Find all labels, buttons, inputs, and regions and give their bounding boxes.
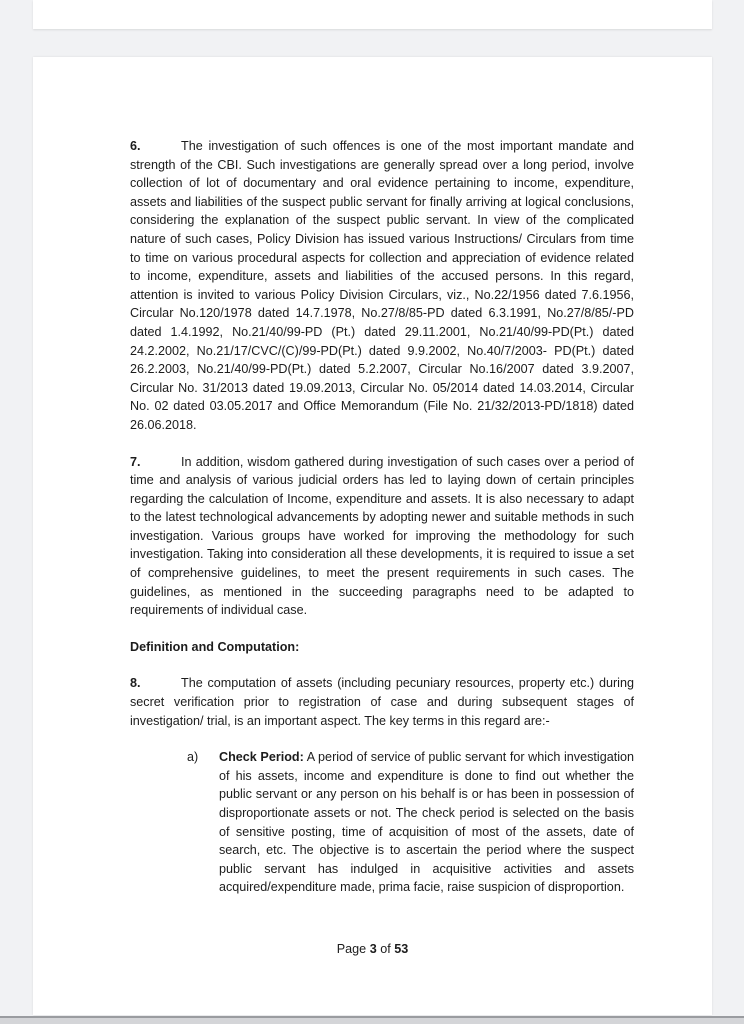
paragraph-text: In addition, wisdom gathered during investigation of such cases over a period of time and analysis of various judicial orders has led to laying down of certain principles regarding the calculation of Income, expenditure and assets. It is also necessary to adapt to the latest technological advancements by adopting newer and suitable methods in such investigation. Various groups have worked for improving the methodology for such investigation. Taking into consideration all these developments, it is required to issue a set of comprehensive guidelines, to meet the present requirements in such cases. The guidelines, as mentioned in the succeeding paragraphs need to be adapted to requirements of individual case. <box>130 454 634 618</box>
paragraph-text: The investigation of such offences is one of the most important mandate and strength of the CBI. Such investigations are generally spread over a long period, involve collection of lot of documentary and oral evidence pertaining to income, expenditure, assets and liabilities of the suspect public servant for finally arriving at logical conclusions, considering the explanation of the suspect public servant. In view of the complicated nature of such cases, Policy Division has issued various Instructions/ Circulars from time to time on various procedural aspects for collection and appreciation of evidence related to income, expenditure, assets and liabilities of the accused persons. In this regard, attention is invited to various Policy Division Circulars, viz., No.22/1956 dated 7.6.1956, Circular No.120/1978 dated 14.7.1978, No.27/8/85-PD dated 6.3.1991, No.27/8/85/-PD dated 1.4.1992, No.21/40/99-PD (Pt.) dated 29.11.2001, No.21/40/99-PD(Pt.) dated 24.2.2002, No.21/17/CVC/(C)/99-PD(Pt.) dated 9.9.2002, No.40/7/2003- PD(Pt.) dated 26.2.2003, No.21/40/99-PD(Pt.) dated 5.2.2007, Circular No.16/2007 dated 3.9.2007, Circular No. 31/2013 dated 19.09.2013, Circular No. 05/2014 dated 14.03.2014, Circular No. 02 dated 03.05.2017 and Office Memorandum (File No. 21/32/2013-PD/1818) dated 26.06.2018. <box>130 139 634 432</box>
paragraph-number: 6. <box>130 139 141 153</box>
sub-item-label: a) <box>187 750 199 765</box>
page-divider <box>0 1016 744 1018</box>
paragraph-7 <box>130 453 634 620</box>
paragraph-number: 7. <box>130 454 141 469</box>
sub-item-check-period <box>130 748 634 897</box>
paragraph-number: 8. <box>130 676 141 691</box>
page-footer <box>33 942 712 956</box>
page-label: Page <box>336 942 370 956</box>
paragraph-8 <box>130 674 634 730</box>
term-definition: A period of service of public servant for which investigation of his assets, income and expenditure is done to find out whether the public servant or any person on his behalf is or has been in possession of disproportionate assets or not. The check period is selected on the basis of sensitive posting, time of acquisition of most of the assets, date of search, etc. The objective is to ascertain the period where the suspect public servant has indulged in acquisitive activities and assets acquired/expenditure made, prima facie, raise suspicion of disproportion. <box>219 750 635 895</box>
paragraph-6 <box>130 137 634 435</box>
document-page <box>33 57 712 1015</box>
section-heading: Definition and Computation: <box>130 639 300 654</box>
previous-page-bottom <box>33 0 712 29</box>
term-name: Check Period: <box>219 750 304 765</box>
next-page-edge <box>0 1016 744 1024</box>
paragraph-text: The computation of assets (including pecuniary resources, property etc.) during secret verification prior to registration of case and during subsequent stages of investigation/ trial, is an important aspect. The key terms in this regard are:- <box>130 676 634 728</box>
total-pages: 53 <box>394 942 409 956</box>
page-content <box>130 137 634 897</box>
page-separator: of <box>376 942 395 956</box>
current-page-number: 3 <box>369 942 377 956</box>
